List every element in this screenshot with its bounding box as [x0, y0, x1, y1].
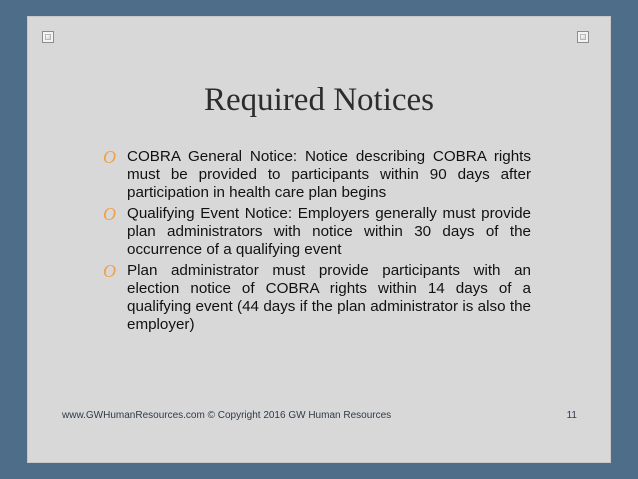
bullet-marker-icon: O [103, 261, 116, 281]
top-left-pin-icon [42, 31, 54, 43]
bullet-item-cobra-general-notice [103, 148, 531, 202]
slide-title: Required Notices [203, 82, 435, 118]
slide-footer [62, 407, 577, 425]
bullet-text: COBRA General Notice: Notice describing COBRA rights must be provided to participants within 90 days after participation in health care plan begins [127, 148, 531, 201]
bullet-item-plan-administrator-notice [103, 262, 531, 334]
bullet-text: Qualifying Event Notice: Employers generally must provide plan administrators with notice within 30 days of the occurrence of a qualifying event [127, 205, 531, 258]
top-right-pin-icon [577, 31, 589, 43]
bullet-marker-icon: O [103, 147, 116, 167]
bullet-marker-icon: O [103, 204, 116, 224]
page-number: 11 [566, 410, 577, 421]
bullet-list [103, 148, 531, 337]
bullet-item-qualifying-event-notice [103, 205, 531, 259]
footer-copyright: www.GWHumanResources.com © Copyright 2016 GW Human Resources [62, 410, 392, 421]
bullet-text: Plan administrator must provide participants with an election notice of COBRA rights within 14 days of a qualifying event (44 days if the plan administrator is also the employer) [127, 262, 531, 333]
